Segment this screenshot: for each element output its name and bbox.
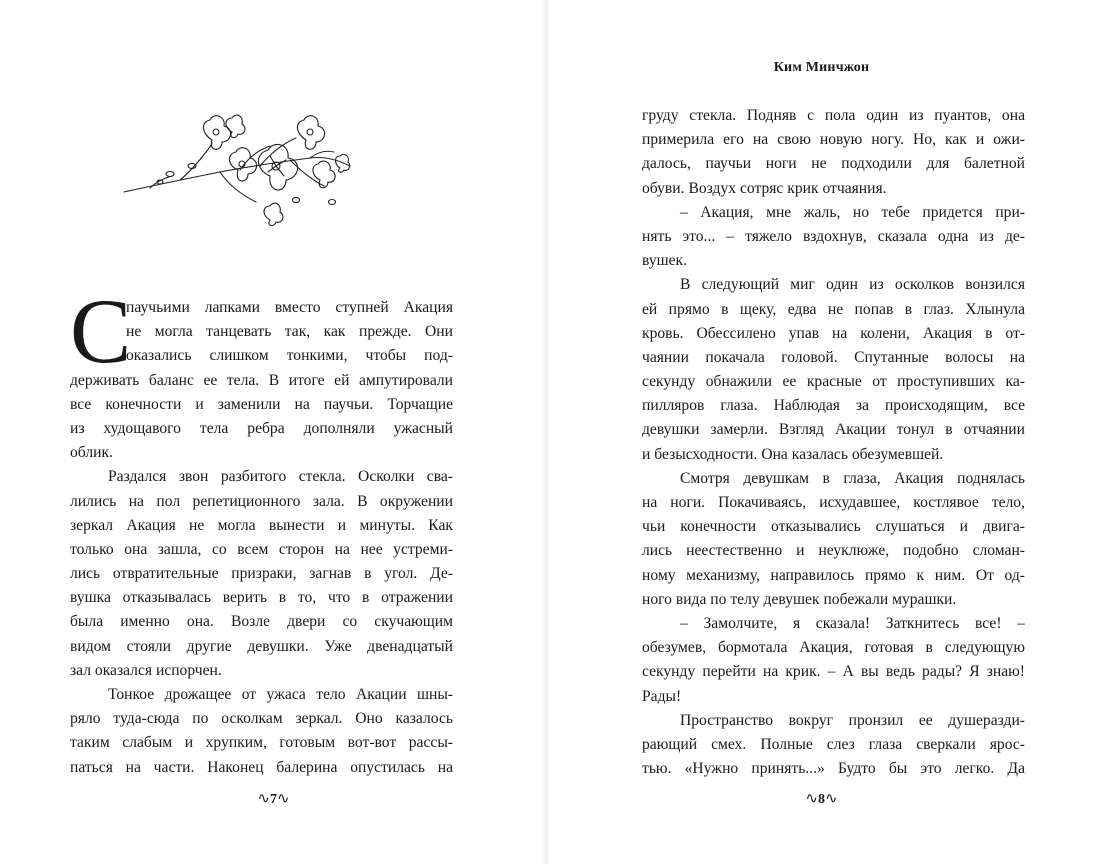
text-line: лились на пол репетиционного зала. В окружении (70, 492, 453, 510)
text-line: кровь. Обессилено упав на колени, Акация в от- (642, 324, 1025, 342)
text-line: Рады! (642, 687, 682, 705)
text-line: Тонкое дрожащее от ужаса тело Акации шны- (108, 686, 453, 703)
text-line: облик. (70, 444, 113, 462)
text-line: далось, паучьи ноги не подходили для балетной (642, 155, 1025, 173)
folio-swirl-icon: ∿ (825, 791, 838, 807)
text-line: ному механизму, направилось прямо к ним. От од- (642, 566, 1025, 584)
text-line: Раздался звон разбитого стекла. Осколки сва- (108, 468, 453, 486)
text-line: зал оказался испорчен. (70, 661, 222, 679)
text-line: – Замолчите, я сказала! Заткнитесь все! – (680, 614, 1025, 632)
folio-swirl-icon: ∿ (277, 791, 290, 807)
text-line: была именно она. Возле двери со скучающим (70, 613, 453, 631)
text-line: и безысходности. Она казалась обезумевшей. (642, 445, 944, 463)
text-line: чаянии покачала головой. Спутанные волосы на (642, 348, 1025, 366)
text-line: тью. «Нужно принять...» Будто бы это легко. Да (642, 760, 1025, 778)
folio-swirl-icon: ∿ (805, 791, 818, 807)
text-line: секунду обнажили ее красные от проступивших ка- (642, 373, 1025, 391)
text-line: примерила его на свою новую ногу. Но, как и ожи- (642, 131, 1025, 149)
text-line: – Акация, мне жаль, но тебе придется при- (680, 203, 1025, 221)
text-line: секунду перейти на крик. – А вы ведь рады? Я знаю! (642, 663, 1025, 681)
text-line: из худощавого тела ребра дополняли ужасный (70, 419, 453, 437)
text-line: вушек. (642, 252, 688, 270)
drop-cap: С (70, 280, 132, 382)
text-line: В следующий миг один из осколков вонзился (680, 276, 1025, 294)
folio-swirl-icon: ∿ (257, 791, 270, 807)
page-number-value: 8 (818, 792, 825, 807)
text-line: ей прямо в щеку, едва не попав в глаз. Хлынула (642, 300, 1025, 318)
text-line: груду стекла. Подняв с пола один из пуантов, она (642, 107, 1025, 124)
left-page (0, 0, 547, 864)
text-line: таким слабым и хрупким, готовым вот-вот рассы- (70, 734, 453, 752)
right-page (548, 0, 1095, 864)
text-line: держивать баланс ее тела. В итоге ей ампутировали (70, 371, 453, 389)
page-number-left (0, 789, 547, 808)
text-line: ряло туда-сюда по осколкам зеркал. Оно казалось (70, 710, 453, 728)
text-line: зеркал Акация не могла вынести и минуты. Как (70, 516, 453, 534)
text-line: Смотря девушкам в глаза, Акация поднялась (680, 469, 1025, 487)
running-head: Ким Минчжон (773, 60, 870, 75)
text-line: паться на части. Наконец балерина опустилась на (70, 758, 453, 776)
text-line: чьи конечности отказывались слушаться и двига- (642, 518, 1025, 536)
text-line: вушка отказывалась верить в то, что в отражении (70, 589, 453, 607)
text-line: только она зашла, со всем сторон на нее устреми- (70, 540, 453, 558)
text-line: оказались слишком тонкими, чтобы под- (126, 347, 453, 365)
text-line: паучьими лапками вместо ступней Акация (126, 299, 453, 316)
text-line: на ноги. Покачиваясь, исхудавшее, костлявое тело, (642, 494, 1025, 511)
cherry-blossom-ornament (120, 110, 355, 245)
text-line: обезумев, бормотала Акация, готовая в следующую (642, 639, 1025, 657)
right-page-text (642, 104, 1025, 781)
text-line: все конечности и заменили на паучьи. Торчащие (70, 395, 453, 413)
text-line: обуви. Воздух сотряс крик отчаяния. (642, 179, 887, 197)
page-number-right (548, 789, 1095, 808)
text-line: девушки замерли. Взгляд Акации тонул в отчаянии (642, 421, 1025, 439)
text-line: лись неестественно и неуклюже, подобно сломан- (642, 542, 1025, 560)
text-line: не могла танцевать так, как прежде. Они (126, 323, 453, 341)
text-line: Пространство вокруг пронзил ее душеразди- (680, 711, 1025, 729)
left-page-text (70, 280, 453, 780)
text-line: пилляров глаза. Наблюдая за происходящим, все (642, 397, 1025, 415)
text-line: рающий смех. Полные слез глаза сверкали ярос- (642, 735, 1025, 753)
text-line: видом стояли другие девушки. Уже двенадцатый (70, 637, 453, 655)
text-line: лись отвратительные призраки, загнав в угол. Де- (70, 565, 453, 583)
text-line: ного вида по телу девушек побежали мурашки. (642, 590, 957, 608)
text-line: нять это... – тяжело вздохнув, сказала одна из де- (642, 227, 1025, 245)
page-number-value: 7 (270, 792, 277, 807)
